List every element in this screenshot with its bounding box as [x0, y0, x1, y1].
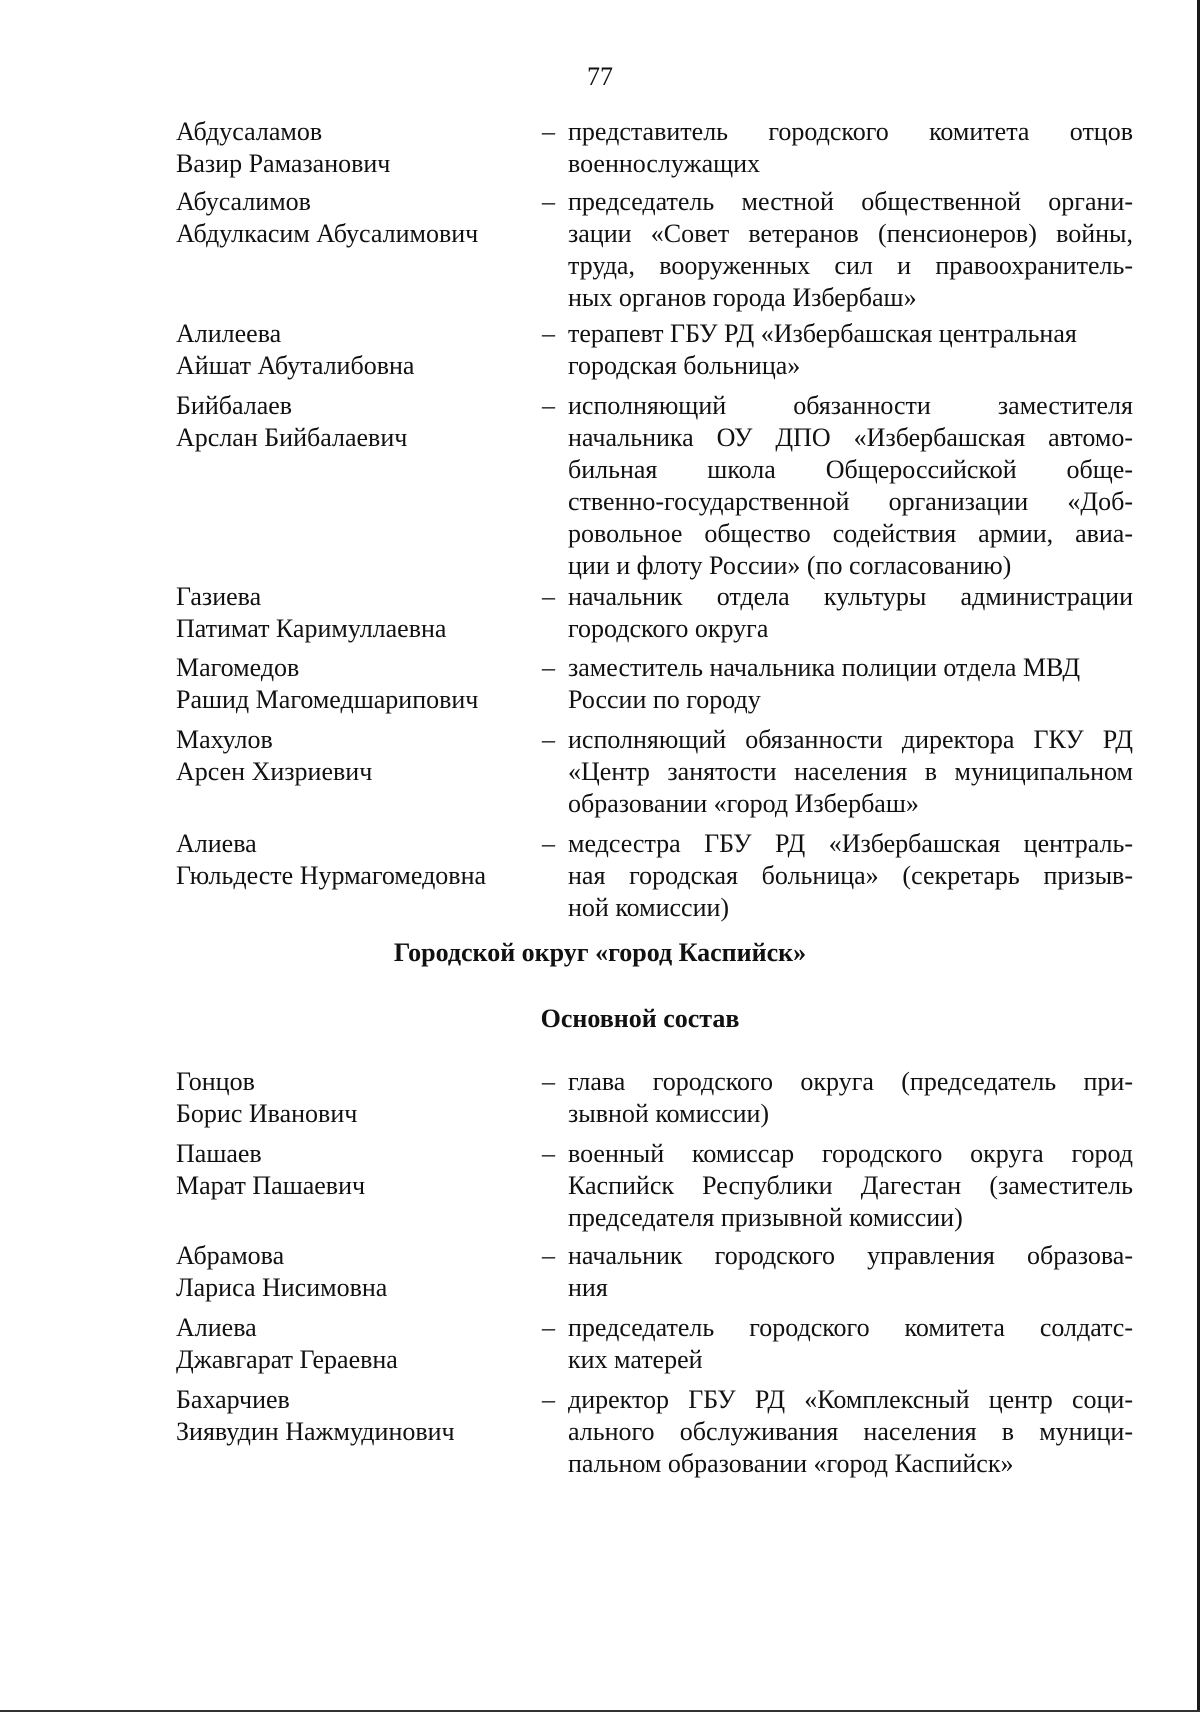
member-role	[568, 724, 1133, 820]
member-given-names: Айшат Абуталибовна	[176, 351, 415, 380]
role-line: зации «Совет ветеранов (пенсионеров) войны,	[568, 219, 1133, 248]
member-surname: Гонцов	[176, 1067, 255, 1096]
role-line: ных органов города Избербаш»	[568, 283, 917, 312]
member-role	[568, 828, 1133, 924]
role-line: пальном образовании «город Каспийск»	[568, 1449, 1014, 1478]
member-given-names: Вазир Рамазанович	[176, 149, 391, 178]
member-role	[568, 652, 1133, 716]
role-line: «Центр занятости населения в муниципальном	[568, 757, 1133, 786]
role-line: ственно-государственной организации «Доб-	[568, 487, 1133, 516]
entry-dash: –	[542, 725, 555, 754]
role-line: исполняющий обязанности заместителя	[568, 391, 1133, 420]
member-surname: Бийбалаев	[176, 391, 293, 420]
member-given-names: Зиявудин Нажмудинович	[176, 1417, 455, 1446]
member-surname: Пашаев	[176, 1139, 262, 1168]
role-line: ровольное общество содействия армии, авиа-	[568, 519, 1133, 548]
district-heading: Городской округ «город Каспийск»	[393, 938, 807, 967]
member-name	[176, 1066, 516, 1130]
member-role	[568, 390, 1133, 582]
member-surname: Газиева	[176, 582, 262, 611]
role-line: труда, вооруженных сил и правоохранитель-	[568, 251, 1133, 280]
member-role	[568, 1066, 1133, 1130]
entry-dash: –	[542, 1313, 555, 1342]
role-line: ной комиссии)	[568, 893, 730, 922]
member-name	[176, 581, 516, 645]
member-role	[568, 186, 1133, 314]
entry-dash: –	[542, 391, 555, 420]
role-line: зывной комиссии)	[568, 1099, 770, 1128]
member-role	[568, 1240, 1133, 1304]
member-given-names: Патимат Каримуллаевна	[176, 614, 447, 643]
entry-dash: –	[542, 1139, 555, 1168]
role-line: ния	[568, 1273, 608, 1302]
role-line: директор ГБУ РД «Комплексный центр соци-	[568, 1385, 1133, 1414]
member-name	[176, 318, 516, 382]
member-name	[176, 116, 516, 180]
member-name	[176, 1138, 516, 1202]
member-given-names: Арсен Хизриевич	[176, 757, 373, 786]
entry-dash: –	[542, 319, 555, 348]
role-line: заместитель начальника полиции отдела МВД	[568, 653, 1081, 682]
member-surname: Алилеева	[176, 319, 282, 348]
member-name	[176, 1312, 516, 1376]
role-line: председателя призывной комиссии)	[568, 1203, 963, 1232]
role-line: военный комиссар городского округа город	[568, 1139, 1133, 1168]
entry-dash: –	[542, 1067, 555, 1096]
member-surname: Абрамова	[176, 1241, 285, 1270]
role-line: ального обслуживания населения в муници-	[568, 1417, 1133, 1446]
entry-dash: –	[542, 1241, 555, 1270]
member-given-names: Арслан Бийбалаевич	[176, 423, 408, 452]
member-surname: Алиева	[176, 829, 257, 858]
role-line: председатель местной общественной органи-	[568, 187, 1133, 216]
role-line: Каспийск Республики Дагестан (заместитель	[568, 1171, 1133, 1200]
member-role	[568, 318, 1133, 382]
role-line: глава городского округа (председатель при-	[568, 1067, 1133, 1096]
member-name	[176, 652, 516, 716]
member-surname: Абусалимов	[176, 187, 311, 216]
role-line: исполняющий обязанности директора ГКУ РД	[568, 725, 1133, 754]
role-line: терапевт ГБУ РД «Избербашская центральная	[568, 319, 1077, 348]
member-name	[176, 390, 516, 454]
entry-dash: –	[542, 117, 555, 146]
role-line: представитель городского комитета отцов	[568, 117, 1133, 146]
member-given-names: Марат Пашаевич	[176, 1171, 366, 1200]
member-role	[568, 1138, 1133, 1234]
member-surname: Махулов	[176, 725, 273, 754]
member-surname: Алиева	[176, 1313, 257, 1342]
member-role	[568, 116, 1133, 180]
member-name	[176, 1240, 516, 1304]
role-line: председатель городского комитета солдатс-	[568, 1313, 1133, 1342]
member-name	[176, 828, 516, 892]
member-given-names: Борис Иванович	[176, 1099, 358, 1128]
member-surname: Бахарчиев	[176, 1385, 290, 1414]
role-line: ная городская больница» (секретарь призыв-	[568, 861, 1133, 890]
entry-dash: –	[542, 187, 555, 216]
member-name	[176, 724, 516, 788]
role-line: начальник отдела культуры администрации	[568, 582, 1133, 611]
role-line: образовании «город Избербаш»	[568, 789, 919, 818]
entry-dash: –	[542, 829, 555, 858]
role-line: начальник городского управления образова-	[568, 1241, 1133, 1270]
member-surname: Абдусаламов	[176, 117, 323, 146]
member-given-names: Рашид Магомедшарипович	[176, 685, 479, 714]
member-given-names: Джавгарат Гераевна	[176, 1345, 398, 1374]
role-line: медсестра ГБУ РД «Избербашская централь-	[568, 829, 1133, 858]
member-role	[568, 1312, 1133, 1376]
role-line: ких матерей	[568, 1345, 703, 1374]
role-line: городского округа	[568, 614, 769, 643]
entry-dash: –	[542, 582, 555, 611]
member-given-names: Абдулкасим Абусалимович	[176, 219, 479, 248]
composition-heading: Основной состав	[540, 1004, 740, 1033]
role-line: бильная школа Общероссийской обще-	[568, 455, 1133, 484]
member-given-names: Лариса Нисимовна	[176, 1273, 388, 1302]
role-line: России по городу	[568, 685, 761, 714]
entry-dash: –	[542, 653, 555, 682]
entry-dash: –	[542, 1385, 555, 1414]
member-role	[568, 581, 1133, 645]
role-line: ции и флоту России» (по согласованию)	[568, 551, 1012, 580]
role-line: военнослужащих	[568, 149, 761, 178]
role-line: начальника ОУ ДПО «Избербашская автомо-	[568, 423, 1133, 452]
member-given-names: Гюльдесте Нурмагомедовна	[176, 861, 487, 890]
page-number: 77	[587, 62, 613, 91]
role-line: городская больница»	[568, 351, 801, 380]
member-name	[176, 1384, 516, 1448]
member-name	[176, 186, 516, 250]
member-role	[568, 1384, 1133, 1480]
member-surname: Магомедов	[176, 653, 300, 682]
